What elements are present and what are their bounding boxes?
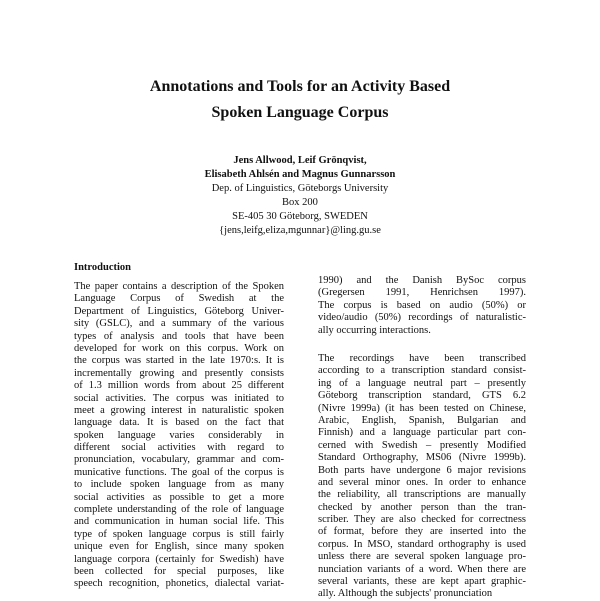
section-heading-introduction: Introduction	[74, 262, 131, 273]
affiliation-line: SE-405 30 Göteborg, SWEDEN	[232, 211, 368, 222]
text-line: types of analysis and tools that have been	[74, 330, 284, 342]
text-line: The corpus is based on audio (50%) or	[318, 299, 526, 311]
text-line: unless there are several spoken language pro-	[318, 551, 526, 563]
left-column	[74, 281, 284, 591]
right-column-bottom	[318, 353, 526, 601]
text-line: and communication in human social life. This	[74, 516, 284, 528]
affiliation-line: Dep. of Linguistics, Göteborgs University	[211, 183, 389, 194]
text-line: nunciation variants of a word. When there are	[318, 563, 526, 575]
text-line: the reliability, all transcriptions are manually	[318, 489, 526, 501]
text-line: cerned with Swedish – presently Modified	[318, 439, 526, 451]
email-line: {jens,leifg,eliza,mgunnar}@ling.gu.se	[219, 225, 381, 236]
authors-line-2: Elisabeth Ahlsén and Magnus Gunnarsson	[204, 169, 396, 180]
text-line: social activities as possible to get a more	[74, 491, 284, 503]
text-line: of format, before they are inserted into the	[318, 526, 526, 538]
text-line: different social activities with regard to	[74, 442, 284, 454]
text-line: according to a transcription standard consist-	[318, 365, 526, 377]
text-line: several variants, these are kept apart graphic-	[318, 576, 526, 588]
text-line: Standard Orthography, MS06 (Nivre 1999b).	[318, 452, 526, 464]
text-line: unique even for English, since many spoken	[74, 541, 284, 553]
text-line: language corpora (certainly for Swedish) have	[74, 553, 284, 565]
text-line: Göteborg transcription standard, GTS 6.2	[318, 390, 526, 402]
text-line: ally occurring interactions.	[318, 324, 431, 336]
text-line: and several minor ones. In order to enhance	[318, 476, 526, 488]
text-line: speech recognition, phonetics, dialectal variat-	[74, 578, 284, 590]
text-line: spoken language varies considerably in	[74, 429, 284, 441]
text-line: scriber. They are also checked for correctness	[318, 514, 526, 526]
text-line: (Gregersen 1991, Henrichsen 1997).	[318, 287, 526, 299]
paper-title-line-2: Spoken Language Corpus	[211, 104, 389, 121]
text-line: (Nivre 1999a) (it has been tested on Chinese,	[318, 402, 526, 414]
text-line: Language Corpus of Swedish at the	[74, 293, 284, 305]
authors-line-1: Jens Allwood, Leif Grönqvist,	[233, 155, 367, 166]
text-line: The paper contains a description of the Spoken	[74, 281, 284, 292]
text-line: the corpus was started in the late 1970:s. It is	[74, 355, 284, 367]
text-line: Arabic, English, Spanish, Bulgarian and	[318, 414, 526, 426]
text-line: to include spoken language from as many	[74, 479, 284, 491]
text-line: municative functions. The goal of the corpus is	[74, 466, 284, 478]
right-column-top	[318, 275, 526, 337]
text-line: checked by another person than the tran-	[318, 501, 526, 513]
text-line: type of spoken language corpus is still fairly	[74, 528, 284, 540]
text-line: The recordings have been transcribed	[318, 353, 526, 364]
text-line: been collected for special purposes, like	[74, 565, 284, 577]
text-line: meet a growing interest in naturalistic spoken	[74, 404, 284, 416]
text-line: sity (GSLC), and a summary of the various	[74, 318, 284, 330]
paper-title-line-1: Annotations and Tools for an Activity Based	[149, 78, 451, 95]
text-line: pronunciation, vocabulary, grammar and com-	[74, 454, 284, 466]
text-line: social activities. The corpus was initiated to	[74, 392, 284, 404]
text-line: of 1.3 million words from about 25 different	[74, 380, 284, 392]
affiliation-line: Box 200	[282, 197, 318, 208]
text-line: ally. Although the subjects' pronunciation	[318, 588, 493, 600]
text-line: complete understanding of the role of language	[74, 504, 284, 516]
text-line: language data. It is based on the fact that	[74, 417, 284, 429]
text-line: Department of Linguistics, Göteborg Univer-	[74, 305, 284, 317]
text-line: Finnish) and a language particular part con-	[318, 427, 526, 439]
text-line: developed for work on this corpus. Work on	[74, 342, 284, 354]
text-line: ing of a language neutral part – presently	[318, 377, 526, 389]
text-line: incrementally growing and presently consists	[74, 367, 284, 379]
text-line: video/audio (50%) recordings of naturalistic-	[318, 312, 526, 324]
text-line: 1990) and the Danish BySoc corpus	[318, 275, 526, 286]
text-line: Both parts have undergone 6 major revisions	[318, 464, 526, 476]
text-line: corpus. In MSO, standard orthography is used	[318, 538, 526, 550]
